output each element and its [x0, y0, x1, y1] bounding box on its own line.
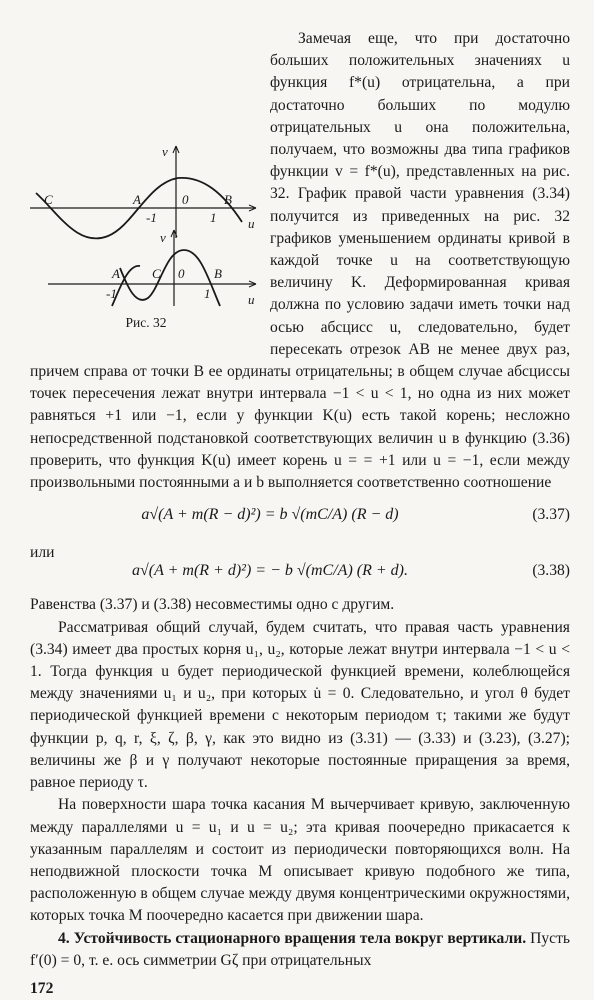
bottom-point-C: C: [152, 266, 161, 281]
top-tick-minus1: -1: [146, 210, 157, 225]
top-graph: [30, 146, 256, 238]
paragraph-2: Равенства (3.37) и (3.38) несовместимы одно с другим.: [30, 596, 395, 614]
intro-block: [30, 28, 570, 494]
figure-32-graphs: [28, 138, 264, 310]
equation-3-38-body: a√(A + m(R + d)²) = − b √(mC/A) (R + d).: [132, 562, 408, 580]
bottom-tick-minus1: -1: [106, 286, 117, 301]
paragraph-5-text: Пусть f′(0) = 0, т. е. ось симметрии Gζ при отрицательных: [30, 929, 570, 969]
equation-3-38-number: (3.38): [532, 562, 570, 580]
bottom-point-A: A: [112, 266, 120, 281]
paragraph-1: Замечая еще, что при достаточно больших положительных значениях u функция f*(u) отрицательна, а при достаточно больших по модулю отрицательных u она положительна, получаем, что возможны два типа графиков функции v = f*(u), представленных на рис. 32. График правой части уравнения (3.34) получится из приведенных на рис. 32 графиков уменьшением ординаты кривой в каждой точке u на соответствующую величину K. Деформированная кривая должна по условию задачи иметь точки над осью абсцисс u, следовательно, будет пересекать отрезок AB не менее двух раз, причем справа от точки B ее ординаты отрицательны; в общем случае абсциссы точек пересечения лежат внутри интервала −1 < u < 1, но одна из них может равняться +1 или −1, если у функции K(u) есть такой корень; несложно непосредственной подстановкой соответствующих величин u в функцию (3.36) проверить, что функция K(u) имеет корень u = = +1 или u = −1, если между произвольными постоянными a и b выполняется соответственно соотношение: [30, 30, 570, 492]
page-number: 172: [30, 979, 54, 997]
bottom-axis-v-label: v: [160, 230, 166, 245]
bottom-point-B: B: [214, 266, 222, 281]
bottom-tick-plus1: 1: [204, 286, 211, 301]
top-axis-u-label: u: [248, 216, 255, 231]
section-heading: 4. Устойчивость стационарного вращения тела вокруг вертикали.: [58, 929, 527, 947]
figure-caption: Рис. 32: [125, 315, 167, 330]
top-point-B: B: [224, 192, 232, 207]
equation-3-37-body: a√(A + m(R − d)²) = b √(mC/A) (R − d): [141, 506, 399, 524]
paragraph-4: На поверхности шара точка касания M вычерчивает кривую, заключенную между параллелями u = u₁ и u = u₂; эта кривая поочередно прикасается к указанным параллелям и состоит из периодически повторяющихся волн. На неподвижной плоскости точка M описывает кривую подобного же типа, расположенную в общем случае между двумя концентрическими окружностями, которых точка M поочередно касается при движении шара.: [30, 796, 570, 925]
top-tick-plus1: 1: [210, 210, 217, 225]
top-axis-v-label: v: [162, 144, 168, 159]
paragraph-3: Рассматривая общий случай, будем считать, что правая часть уравнения (3.34) имеет два простых корня u₁, u₂, которые лежат внутри интервала −1 < u < 1. Тогда функция u будет периодической функцией времени, колеблющейся между значениями u₁ и u₂, при которых u̇ = 0. Следовательно, и угол θ будет периодической функцией времени с некоторым периодом τ; такими же будут функции p, q, r, ξ, ζ, β, γ, как это видно из (3.31) — (3.33) и (3.23), (3.27); величины же β и γ получают некоторые постоянные приращения за время, равное периоду τ.: [30, 618, 570, 792]
top-point-A: A: [133, 192, 141, 207]
top-point-C: C: [44, 192, 53, 207]
equation-3-38: [30, 550, 570, 594]
equation-3-37-number: (3.37): [532, 506, 570, 524]
top-point-O: 0: [182, 192, 189, 207]
figure-32: [28, 138, 264, 340]
word-ili: или: [30, 544, 55, 562]
bottom-point-O: 0: [178, 266, 185, 281]
page: [30, 28, 570, 1000]
equation-3-37: [30, 494, 570, 542]
bottom-axis-u-label: u: [248, 292, 255, 307]
